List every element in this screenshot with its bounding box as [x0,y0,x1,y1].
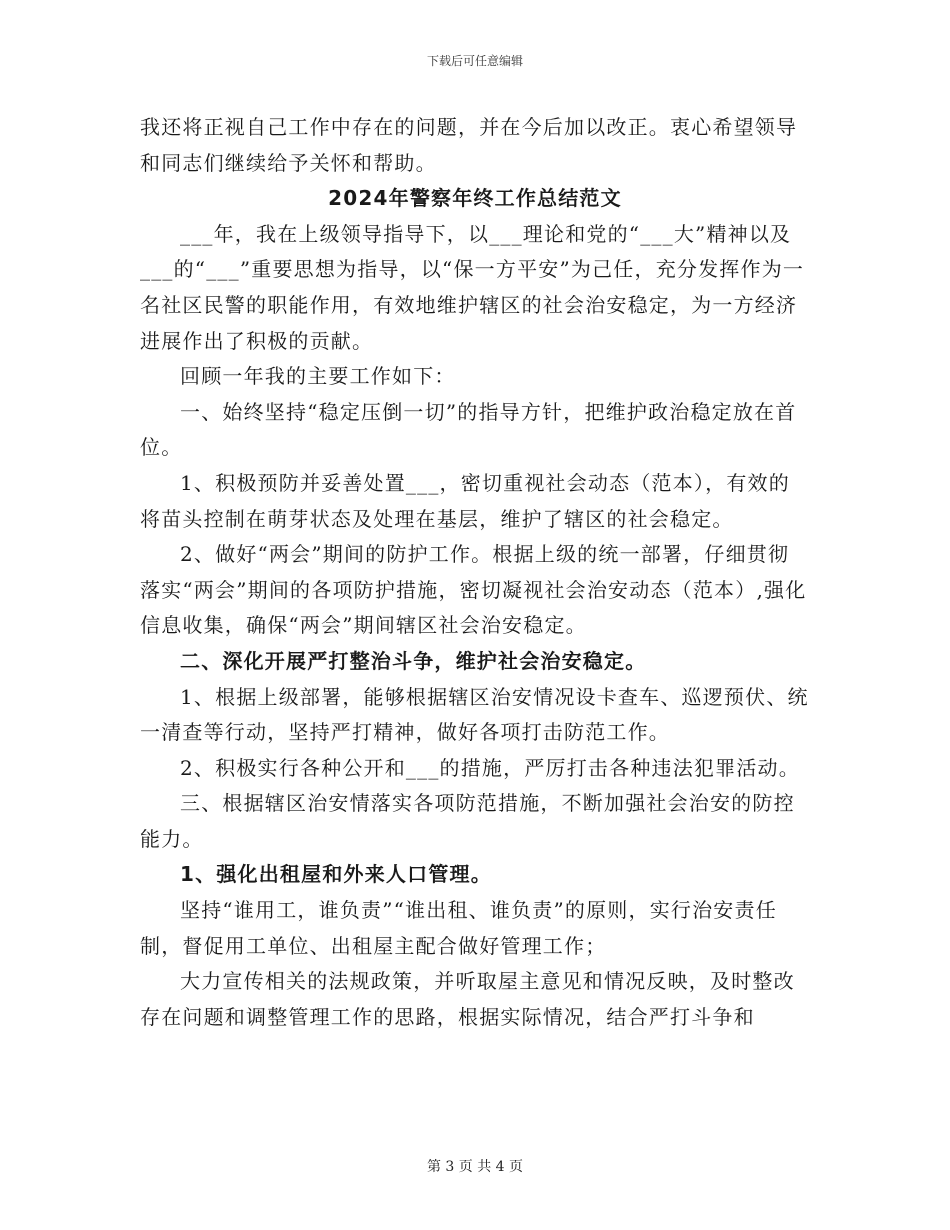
paragraph-section-one: 一、始终坚持“稳定压倒一切”的指导方针，把维护政治稳定放在首位。 [140,399,797,460]
paragraph-item-2-1: 1、根据上级部署，能够根据辖区治安情况设卡查车、巡逻预伏、统一清查等行动，坚持严打精神，做好各项打击防范工作。 [140,684,809,745]
paragraph-section-three: 三、根据辖区治安情落实各项防范措施，不断加强社会治安的防控能力。 [140,791,795,851]
paragraph-item-2: 2、做好“两会”期间的防护工作。根据上级的统一部署，仔细贯彻落实“两会”期间的各项防护措施，密切凝视社会治安动态（范本）,强化信息收集，确保“两会”期间辖区社会治安稳定。 [140,542,807,638]
page-footer-number: 第 3 页 共 4 页 [426,1159,524,1175]
paragraph-item-1: 1、积极预防并妥善处置___，密切重视社会动态（范本），有效的将苗头控制在萌芽状态及处理在基层，维护了辖区的社会稳定。 [140,470,790,531]
page-header-note: 下载后可任意编辑 [426,54,523,68]
paragraph-review: 回顾一年我的主要工作如下： [180,364,456,389]
section-heading-two: 二、深化开展严打整治斗争，维护社会治安稳定。 [180,648,647,673]
document-title: 2024年警察年终工作总结范文 [328,186,622,211]
paragraph-responsibility: 坚持“谁用工，谁负责”“谁出租、谁负责”的原则，实行治安责任制，督促用工单位、出租屋主配合做好管理工作； [140,898,777,958]
paragraph-opening: ___年，我在上级领导指导下，以___理论和党的“___大”精神以及___的“___”重要思想为指导，以“保一方平安”为己任，充分发挥作为一名社区民警的职能作用，有效地维护辖区的社会治安稳定，为一方经济进展作出了积极的贡献。 [140,221,805,353]
document-body [140,110,810,1035]
paragraph-publicity: 大力宣传相关的法规政策，并听取屋主意见和情况反映，及时整改存在问题和调整管理工作的思路，根据实际情况，结合严打斗争和 [140,969,795,1029]
intro-paragraph: 我还将正视自己工作中存在的问题，并在今后加以改正。衷心希望领导和同志们继续给予关怀和帮助。 [140,115,798,175]
subheading-rental-management: 1、强化出租屋和外来人口管理。 [180,862,492,887]
paragraph-item-2-2: 2、积极实行各种公开和___的措施，严厉打击各种违法犯罪活动。 [180,755,800,780]
